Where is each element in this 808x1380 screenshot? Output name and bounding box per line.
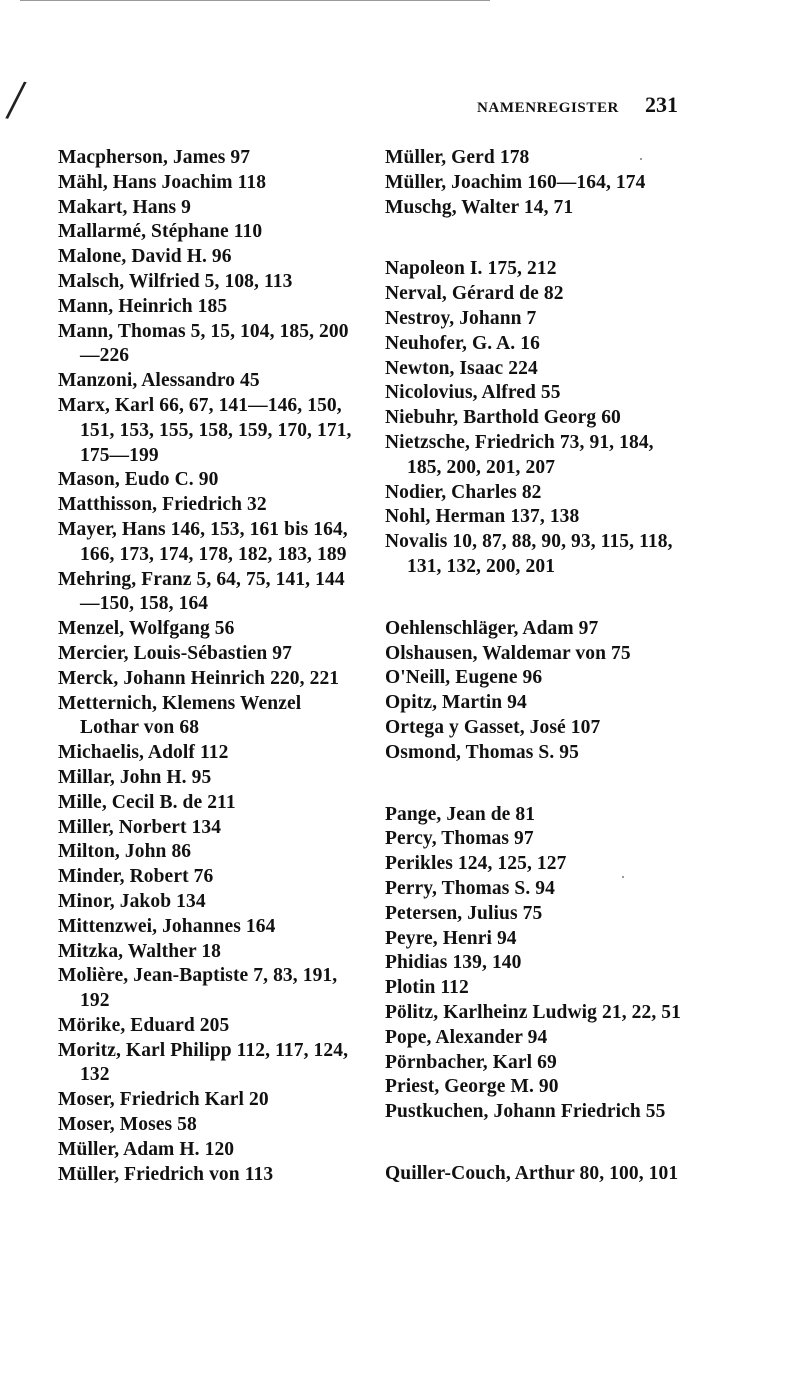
index-entry: Percy, Thomas 97 (385, 828, 534, 850)
index-entry: Mähl, Hans Joachim 118 (58, 171, 267, 193)
index-entry: Milton, John 86 (58, 841, 192, 863)
index-group-o (385, 617, 685, 766)
index-entry: Novalis 10, 87, 88, 90, 93, 115, 118, 131, 132, 200, 201 (385, 531, 673, 577)
index-entry: Muschg, Walter 14, 71 (385, 196, 574, 218)
running-header (477, 92, 678, 118)
index-entry: Mayer, Hans 146, 153, 161 bis 164, 166, 173, 174, 178, 182, 183, 189 (58, 518, 348, 565)
index-entry: Molière, Jean-Baptiste 7, 83, 191, 192 (58, 965, 338, 1012)
index-entry: Müller, Friedrich von 113 (58, 1163, 274, 1185)
index-entry: Miller, Norbert 134 (58, 816, 222, 838)
index-entry: Menzel, Wolfgang 56 (58, 618, 235, 640)
index-entry: Mercier, Louis-Sébastien 97 (58, 642, 292, 664)
index-entry: Millar, John H. 95 (58, 766, 212, 788)
index-entry: Mann, Thomas 5, 15, 104, 185, 200—226 (58, 320, 349, 367)
index-entry: Olshausen, Waldemar von 75 (385, 642, 631, 664)
index-entry: Matthisson, Friedrich 32 (58, 494, 267, 516)
margin-pencil-mark: / (3, 66, 29, 133)
index-column-right (385, 146, 685, 1224)
index-entry: Moser, Friedrich Karl 20 (58, 1089, 269, 1111)
index-entry: Opitz, Martin 94 (385, 692, 527, 714)
index-entry: Nietzsche, Friedrich 73, 91, 184, 185, 200, 201, 207 (385, 431, 654, 478)
index-entry: Perikles 124, 125, 127 (385, 853, 567, 875)
index-entry: Michaelis, Adolf 112 (58, 742, 229, 764)
page-top-edge (20, 0, 490, 1)
index-column-left (58, 146, 358, 1224)
header-title: NAMENREGISTER (477, 100, 619, 116)
index-entry: Pange, Jean de 81 (385, 803, 536, 825)
index-group-m-continued (385, 146, 685, 220)
index-entry: Moser, Moses 58 (58, 1114, 197, 1136)
index-entry: Merck, Johann Heinrich 220, 221 (58, 667, 340, 689)
index-entry: Plotin 112 (385, 977, 469, 999)
index-entry: Macpherson, James 97 (58, 147, 251, 168)
index-entry: Oehlenschläger, Adam 97 (385, 617, 599, 639)
index-entry: Manzoni, Alessandro 45 (58, 370, 260, 392)
index-entry: Neuhofer, G. A. 16 (385, 332, 540, 354)
page-number: 231 (645, 92, 678, 117)
index-entry: Minor, Jakob 134 (58, 890, 206, 912)
index-entry: Mason, Eudo C. 90 (58, 469, 219, 491)
index-entry: Perry, Thomas S. 94 (385, 877, 556, 899)
index-entry: Nerval, Gérard de 82 (385, 283, 564, 305)
index-entry: Mittenzwei, Johannes 164 (58, 915, 276, 937)
index-entry: Quiller-Couch, Arthur 80, 100, 101 (385, 1162, 679, 1184)
index-entry: Marx, Karl 66, 67, 141—146, 150, 151, 153, 155, 158, 159, 170, 171, 175—199 (58, 394, 352, 466)
index-group-q (385, 1162, 685, 1187)
index-entry: Phidias 139, 140 (385, 952, 522, 974)
index-entry: Pölitz, Karlheinz Ludwig 21, 22, 51 (385, 1001, 681, 1023)
index-entry: Mehring, Franz 5, 64, 75, 141, 144—150, 158, 164 (58, 568, 345, 615)
index-group-m (58, 146, 358, 1187)
index-entry: Mörike, Eduard 205 (58, 1014, 230, 1036)
index-entry: Müller, Gerd 178 (385, 147, 530, 168)
index-entry: Malsch, Wilfried 5, 108, 113 (58, 270, 293, 292)
index-entry: Makart, Hans 9 (58, 196, 192, 218)
index-entry: Mann, Heinrich 185 (58, 295, 228, 317)
index-entry: Moritz, Karl Philipp 112, 117, 124, 132 (58, 1039, 349, 1086)
index-entry: Pörnbacher, Karl 69 (385, 1051, 557, 1073)
index-group-n (385, 257, 685, 579)
index-entry: Osmond, Thomas S. 95 (385, 741, 579, 763)
index-entry: Nicolovius, Alfred 55 (385, 382, 561, 404)
index-entry: Peyre, Henri 94 (385, 927, 517, 949)
index-group-p (385, 803, 685, 1125)
index-entry: Nestroy, Johann 7 (385, 307, 537, 329)
index-entry: Mille, Cecil B. de 211 (58, 791, 236, 813)
index-entry: Pustkuchen, Johann Friedrich 55 (385, 1101, 666, 1123)
index-entry: Mallarmé, Stéphane 110 (58, 221, 263, 243)
index-entry: Müller, Adam H. 120 (58, 1138, 235, 1160)
index-entry: Nohl, Herman 137, 138 (385, 506, 580, 528)
index-entry: Ortega y Gasset, José 107 (385, 716, 601, 738)
index-entry: Priest, George M. 90 (385, 1076, 559, 1098)
index-entry: Niebuhr, Barthold Georg 60 (385, 407, 621, 429)
index-entry: Petersen, Julius 75 (385, 902, 543, 924)
index-entry: Metternich, Klemens Wenzel Lothar von 68 (58, 692, 302, 739)
index-entry: Napoleon I. 175, 212 (385, 258, 557, 280)
index-entry: Newton, Isaac 224 (385, 357, 538, 379)
index-entry: Nodier, Charles 82 (385, 481, 542, 503)
index-entry: Müller, Joachim 160—164, 174 (385, 171, 646, 193)
index-entry: Pope, Alexander 94 (385, 1026, 548, 1048)
index-entry: Malone, David H. 96 (58, 246, 232, 268)
index-entry: Minder, Robert 76 (58, 866, 214, 888)
index-entry: O'Neill, Eugene 96 (385, 667, 543, 689)
index-entry: Mitzka, Walther 18 (58, 940, 222, 962)
